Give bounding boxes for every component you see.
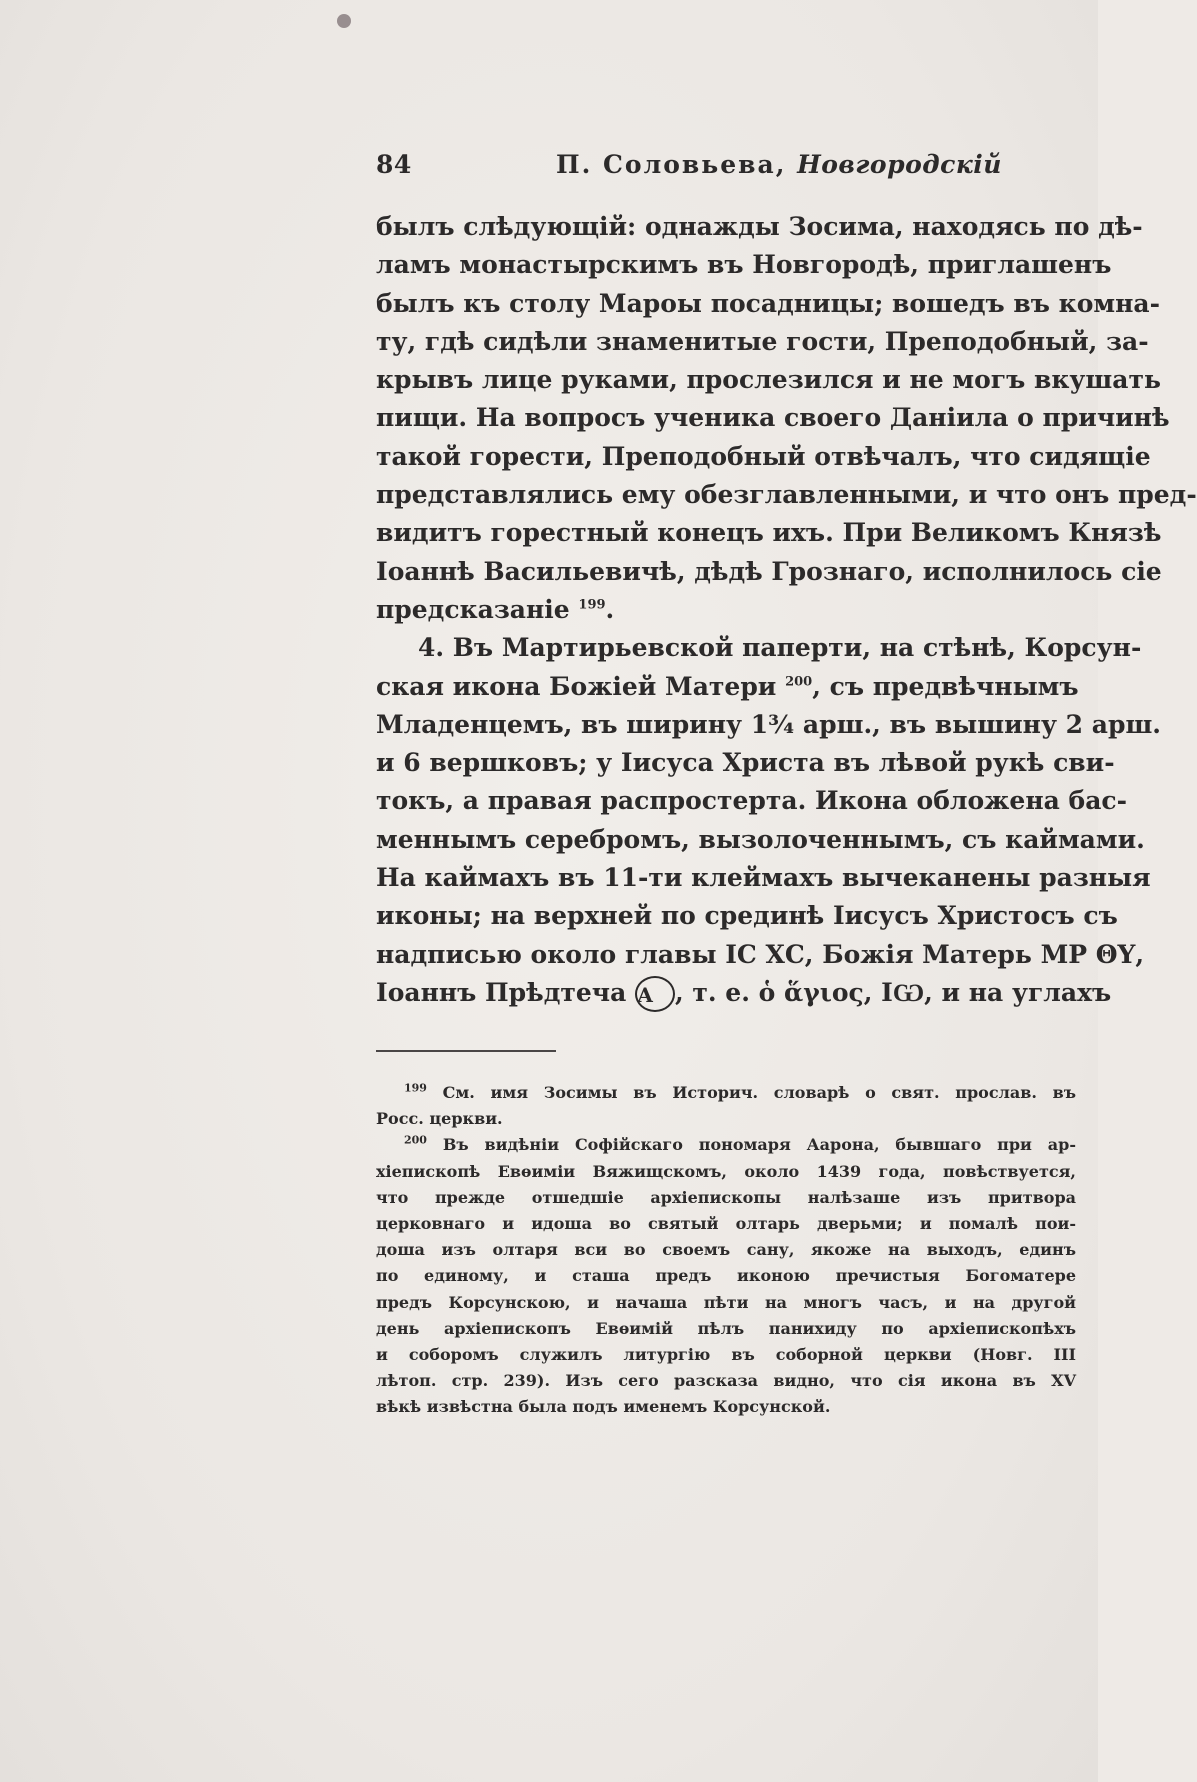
text-line: такой горести, Преподобный отвѣчалъ, что сидящіе [376, 441, 1151, 471]
text-line: иконы; на верхней по срединѣ Іисусъ Христосъ съ [376, 901, 1118, 931]
footnote-mark: 200 [404, 1134, 427, 1148]
text-fragment: , т. е. ὁ ἅγιος, ІѠ, и на углахъ [675, 977, 1112, 1007]
footnote-mark: 199 [404, 1081, 427, 1095]
footnote-line: лѣтоп. стр. 239). Изъ сего разсказа видно, что сія икона въ XV [376, 1371, 1076, 1391]
text-line: представлялись ему обезглавленными, и что онъ пред- [376, 480, 1197, 510]
footnote-200 [376, 1132, 1076, 1158]
text-fragment: . [605, 594, 615, 624]
text-line: 4. Въ Мартирьевской паперти, на стѣнѣ, Корсун- [418, 633, 1142, 663]
footnote-line: предъ Корсунскою, и начаша пѣти на многъ часъ, и на другой [376, 1292, 1076, 1312]
text-line: Іоаннѣ Васильевичѣ, дѣдѣ Грознаго, исполнилось сіе [376, 556, 1162, 586]
footnote-line: хіепископѣ Евѳиміи Вяжищскомъ, около 1439 года, повѣствуется, [376, 1161, 1076, 1181]
footnote-ref-199: 199 [578, 597, 606, 613]
text-line: былъ слѣдующій: однажды Зосима, находясь по дѣ- [376, 212, 1143, 241]
text-line: На каймахъ въ 11-ти клеймахъ вычеканены разныя [376, 863, 1151, 893]
running-title-author: П. Соловьева, [556, 150, 787, 179]
text-fragment: предсказаніе [376, 594, 570, 624]
text-line: пищи. На вопросъ ученика своего Даніила о причинѣ [376, 403, 1170, 433]
text-line: крывъ лице руками, прослезился и не могъ вкушать [376, 365, 1161, 395]
page-header [376, 148, 1076, 188]
text-line-last [376, 591, 1076, 629]
text-fragment: Іоаннъ Прѣдтеча [376, 977, 627, 1007]
footnote-line: Росс. церкви. [376, 1109, 503, 1129]
text-line: былъ къ столу Мароы посадницы; вошедъ въ комна- [376, 288, 1160, 318]
page-number: 84 [376, 150, 412, 179]
ink-speck [337, 14, 351, 28]
text-fragment: , съ предвѣчнымъ [812, 671, 1079, 701]
footnote-line: по единому, и сташа предъ иконою пречистыя Богоматере [376, 1266, 1076, 1286]
running-title [556, 150, 1002, 179]
footnote-line: день архіепископъ Евѳимій пѣлъ панихиду по архіепископѣхъ [376, 1318, 1076, 1338]
text-fragment: ская икона Божіей Матери [376, 671, 777, 701]
text-line: видитъ горестный конецъ ихъ. При Великомъ Князѣ [376, 518, 1162, 548]
text-line [376, 668, 1079, 706]
footnote-text: См. имя Зосимы въ Историч. словарѣ о свят. прослав. въ [442, 1083, 1076, 1102]
text-line: надписью около главы ІС ХС, Божія Матерь МР ΘΥ, [376, 939, 1145, 969]
footnote-text: Въ видѣніи Софійскаго пономаря Аарона, бывшаго при ар- [442, 1135, 1076, 1155]
text-line: ту, гдѣ сидѣли знаменитые гости, Преподобный, за- [376, 326, 1149, 356]
footnote-line: что прежде отшедшіе архіепископы налѣзаше изъ притвора [376, 1187, 1076, 1207]
text-line: токъ, а правая распростерта. Икона обложена бас- [376, 786, 1128, 816]
footnote-line: вѣкѣ извѣстна была подъ именемъ Корсунской. [376, 1397, 831, 1417]
body-text [376, 208, 1197, 1012]
footnotes [376, 1080, 1076, 1420]
footnote-line: церковнаго и идоша во святый олтарь дверьми; и помалѣ пои- [376, 1213, 1076, 1233]
running-title-work: Новгородскій [797, 150, 1002, 179]
footnote-line: и соборомъ служилъ литургію въ соборной церкви (Новг. III [376, 1344, 1076, 1364]
text-line: меннымъ серебромъ, вызолоченнымъ, съ каймами. [376, 824, 1145, 854]
footnote-divider [376, 1050, 556, 1052]
footnote-199 [376, 1080, 1076, 1106]
text-line: ламъ монастырскимъ въ Новгородѣ, приглашенъ [376, 250, 1112, 280]
footnote-line: доша изъ олтаря вси во своемъ сану, якоже на выходъ, единъ [376, 1240, 1076, 1260]
text-line [376, 974, 1112, 1012]
circled-letter: А [635, 976, 675, 1012]
text-line: Младенцемъ, въ ширину 1¾ арш., въ вышину 2 арш. [376, 709, 1162, 739]
footnote-ref-200: 200 [785, 674, 813, 690]
text-line: и 6 вершковъ; у Іисуса Христа въ лѣвой рукѣ сви- [376, 748, 1115, 778]
